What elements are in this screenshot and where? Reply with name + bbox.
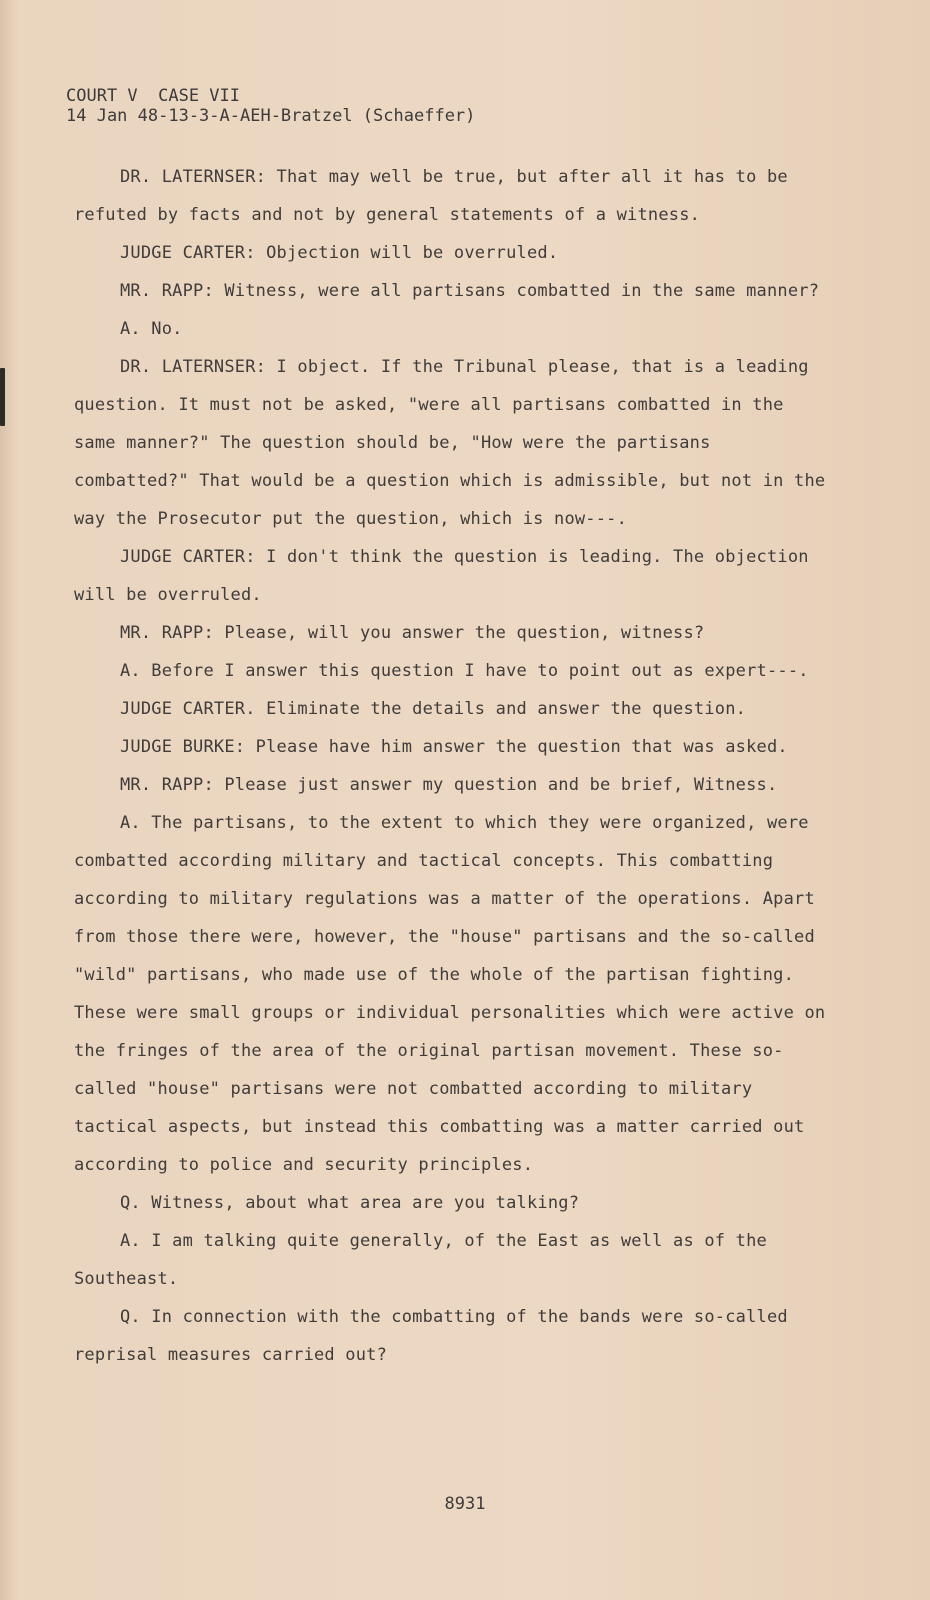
page-number: 8931 — [444, 1494, 486, 1514]
binding-mark — [0, 368, 5, 426]
paragraph: Q. In connection with the combatting of the bands were so-called reprisal measures carried out? — [74, 1307, 788, 1365]
paragraph: DR. LATERNSER: That may well be true, but after all it has to be refuted by facts and not by general statements of a witness. — [74, 167, 788, 225]
header-court-case: COURT V CASE VII — [66, 86, 240, 106]
header-reference: 14 Jan 48-13-3-A-AEH-Bratzel (Schaeffer) — [66, 106, 476, 126]
transcript-body — [74, 158, 834, 1374]
paragraph: A. Before I answer this question I have to point out as expert---. — [120, 661, 809, 681]
paragraph: JUDGE CARTER: I don't think the question is leading. The objection will be overruled. — [74, 547, 809, 605]
paragraph: A. The partisans, to the extent to which they were organized, were combatted according military and tactical concepts. This combatting according to military regulations was a matter of the operations. Apart from those there were, however, the "house" partisans and the so-called "wild" partisans, who made use of the whole of the partisan fighting. These were small groups or individual personalities which were active on the fringes of the area of the original partisan movement. These so-called "house" partisans were not combatted according to military tactical aspects, but instead this combatting was a matter carried out according to police and security principles. — [74, 813, 826, 1175]
paragraph: DR. LATERNSER: I object. If the Tribunal please, that is a leading question. It must not be asked, "were all partisans combatted in the same manner?" The question should be, "How were the partisans combatted?" That would be a question which is admissible, but not in the way the Prosecutor put the question, which is now---. — [74, 357, 826, 529]
paragraph: A. I am talking quite generally, of the East as well as of the Southeast. — [74, 1231, 767, 1289]
paragraph: MR. RAPP: Witness, were all partisans combatted in the same manner? — [120, 281, 820, 301]
paragraph: JUDGE CARTER. Eliminate the details and answer the question. — [120, 699, 747, 719]
paragraph: A. No. — [120, 319, 183, 339]
document-header — [66, 86, 475, 126]
paragraph: MR. RAPP: Please just answer my question and be brief, Witness. — [120, 775, 778, 795]
paragraph: JUDGE CARTER: Objection will be overruled. — [120, 243, 559, 263]
paragraph: Q. Witness, about what area are you talking? — [120, 1193, 580, 1213]
paragraph: MR. RAPP: Please, will you answer the question, witness? — [120, 623, 705, 643]
paragraph: JUDGE BURKE: Please have him answer the question that was asked. — [120, 737, 788, 757]
